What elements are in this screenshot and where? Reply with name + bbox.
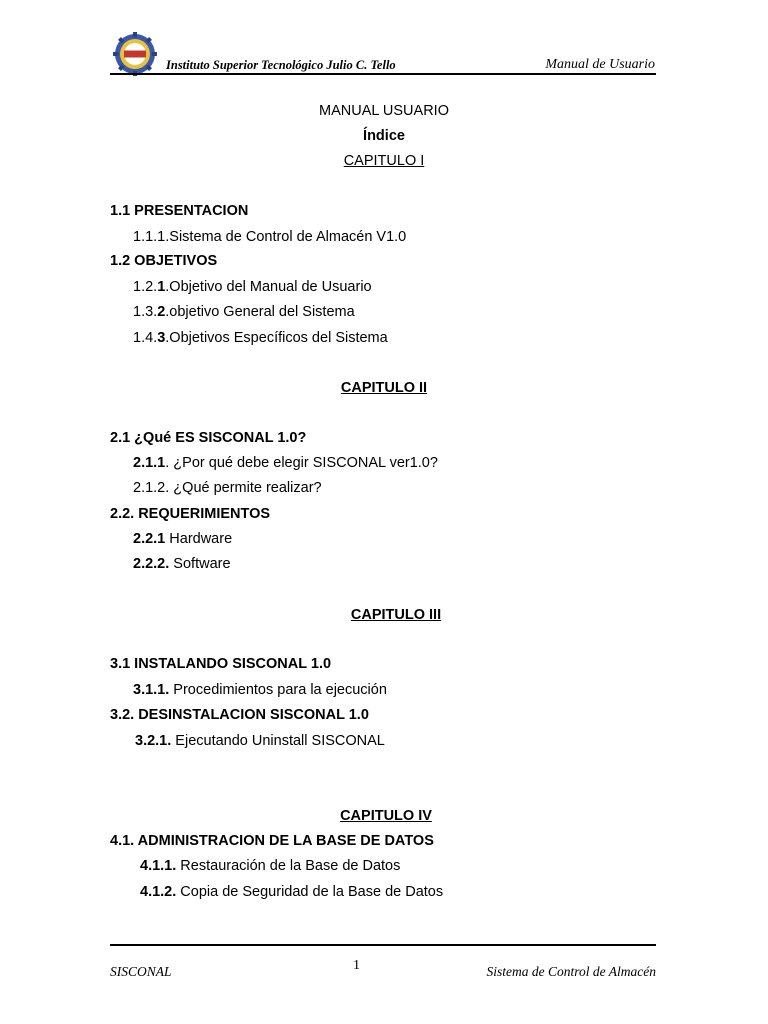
- header-institute: Instituto Superior Tecnológico Julio C. Tello: [166, 58, 396, 72]
- toc-1-2: 1.2 OBJETIVOS: [110, 253, 218, 269]
- toc-4-1: 4.1. ADMINISTRACION DE LA BASE DE DATOS: [110, 833, 434, 849]
- page-number: 1: [353, 958, 360, 973]
- toc-3-2-1: 3.2.1. Ejecutando Uninstall SISCONAL: [135, 733, 385, 749]
- header-divider: [110, 73, 656, 75]
- index-heading: Índice: [363, 128, 405, 144]
- header-manual-title: Manual de Usuario: [545, 57, 655, 72]
- footer-system-description: Sistema de Control de Almacén: [486, 964, 656, 979]
- toc-2-2: 2.2. REQUERIMIENTOS: [110, 506, 271, 522]
- toc-1-4-3: 1.4.3.Objetivos Específicos del Sistema: [133, 330, 388, 346]
- toc-2-2-1: 2.2.1 Hardware: [133, 531, 233, 547]
- toc-3-1: 3.1 INSTALANDO SISCONAL 1.0: [110, 656, 332, 672]
- chapter-1-heading: CAPITULO I: [343, 153, 425, 169]
- chapter-4-heading: CAPITULO IV: [340, 808, 432, 824]
- toc-4-1-1: 4.1.1. Restauración de la Base de Datos: [140, 858, 401, 874]
- chapter-3-heading: CAPITULO III: [350, 607, 442, 623]
- footer-system-name: SISCONAL: [110, 964, 172, 979]
- institute-logo: [111, 32, 159, 76]
- footer-divider: [110, 944, 656, 946]
- toc-1-1: 1.1 PRESENTACION: [110, 203, 249, 219]
- document-title: MANUAL USUARIO: [319, 103, 449, 119]
- toc-3-1-1: 3.1.1. Procedimientos para la ejecución: [133, 682, 387, 698]
- chapter-2-heading: CAPITULO II: [340, 380, 428, 396]
- toc-2-1-2: 2.1.2. ¿Qué permite realizar?: [133, 480, 322, 496]
- toc-1-1-1: 1.1.1.Sistema de Control de Almacén V1.0: [133, 229, 407, 245]
- toc-1-3-2: 1.3.2.objetivo General del Sistema: [133, 304, 355, 320]
- toc-2-1: 2.1 ¿Qué ES SISCONAL 1.0?: [110, 430, 307, 446]
- toc-3-2: 3.2. DESINSTALACION SISCONAL 1.0: [110, 707, 369, 723]
- toc-2-1-1: 2.1.1. ¿Por qué debe elegir SISCONAL ver1.0?: [133, 455, 438, 471]
- toc-4-1-2: 4.1.2. Copia de Seguridad de la Base de Datos: [140, 884, 444, 900]
- toc-2-2-2: 2.2.2. Software: [133, 556, 231, 572]
- toc-1-2-1: 1.2.1.Objetivo del Manual de Usuario: [133, 279, 372, 295]
